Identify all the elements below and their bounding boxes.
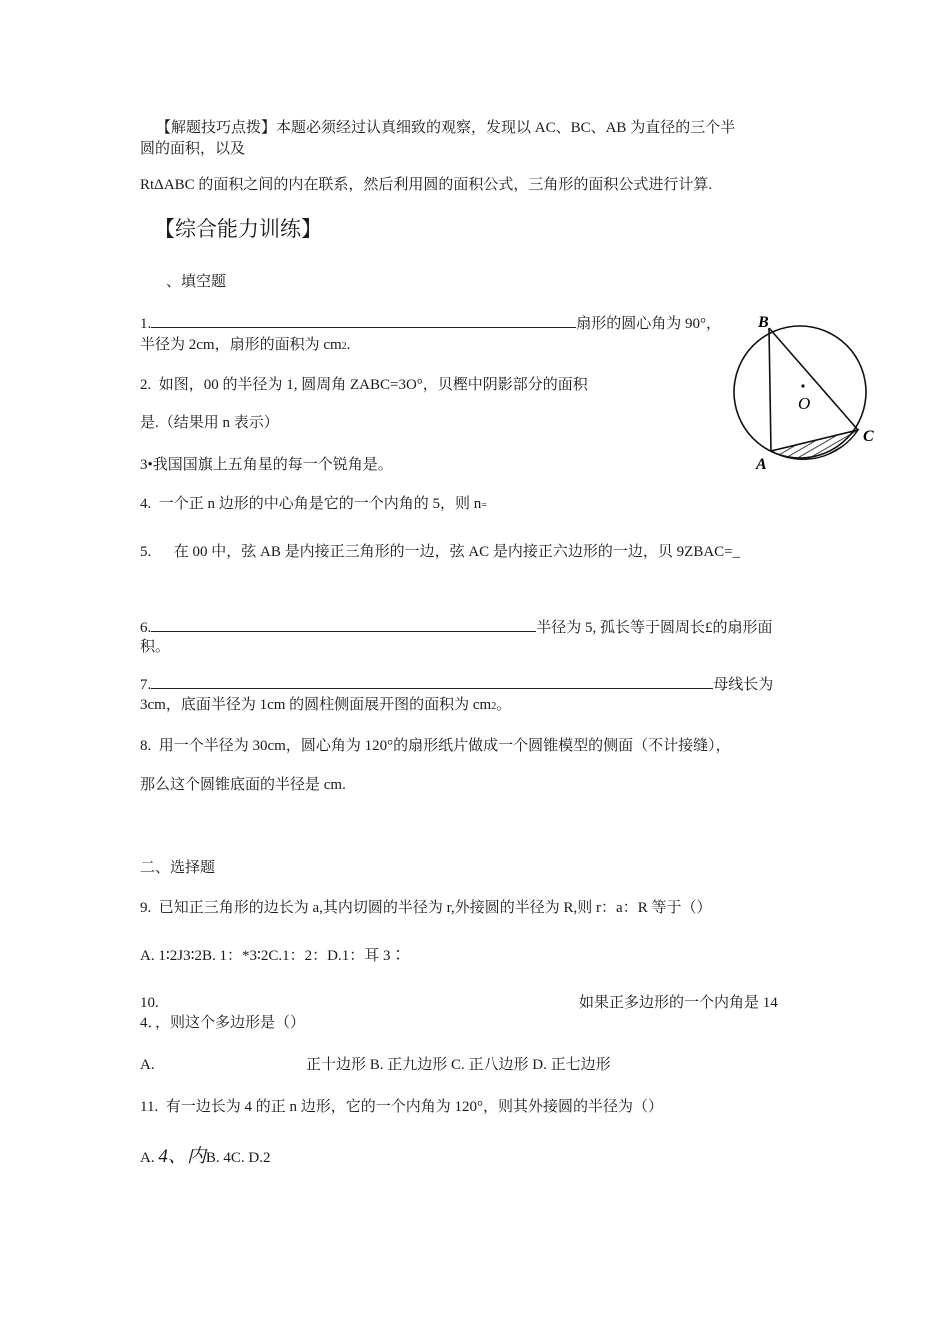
question-11-option-a-value: 4、 [158, 1146, 187, 1167]
chord-ab [769, 328, 771, 451]
question-6-line-2: 积。 [140, 639, 171, 655]
tip-line-1: 【解题技巧点拨】本题必须经过认真细致的观察，发现以 AC、BC、AB 为直径的三个半 [156, 120, 736, 136]
question-9-options: A. 1∶2J3∶2B. 1：*3∶2C.1：2：D.1：耳 3∶ [140, 948, 406, 964]
question-7-number: 7. [140, 677, 152, 693]
unit-superscript: 2 [491, 701, 497, 712]
fill-heading: 、填空题 [166, 274, 227, 290]
question-8-line-2: 那么这个圆锥底面的半径是 cm. [140, 777, 346, 793]
question-1-end: . [346, 337, 351, 353]
question-1-text-a: 扇形的圆心角为 90°， [576, 316, 721, 332]
question-1-line-1 [140, 313, 721, 334]
answer-blank [151, 313, 576, 328]
circle-outline [734, 326, 866, 458]
section-title: 【综合能力训练】 [154, 217, 322, 241]
tip-line-2: 圆的面积，以及 [140, 141, 246, 157]
label-a: A [756, 456, 767, 473]
label-o: O [798, 394, 811, 413]
question-7-text-a: 母线长为 [713, 677, 774, 693]
question-6-number: 6. [140, 620, 152, 636]
question-10-text-b: 4．，则这个多边形是（） [140, 1015, 306, 1031]
question-11: 11. 有一边长为 4 的正 n 边形，它的一个内角为 120°，则其外接圆的半径为（） [140, 1099, 663, 1115]
question-11-option-a-label: A. [140, 1150, 159, 1166]
question-2-line-1: 2. 如图，00 的半径为 1, 圆周角 ZABC=3O°，贝樫中阴影部分的面积 [140, 377, 588, 393]
question-11-options [140, 1147, 270, 1168]
question-1-number: 1. [140, 316, 152, 332]
question-7-line-2 [140, 695, 511, 717]
answer-blank [151, 617, 536, 632]
question-10-number: 10. [140, 995, 159, 1011]
question-4-text: 4. 一个正 n 边形的中心角是它的一个内角的 5，则 n [140, 496, 482, 512]
question-5: 5. 在 00 中，弦 AB 是内接正三角形的一边，弦 AC 是内接正六边形的一边，贝 9ZBAC=_ [140, 544, 741, 560]
question-1-line-2 [140, 335, 350, 357]
label-c: C [863, 428, 874, 445]
question-1-text-b: 半径为 2cm，扇形的面积为 cm [140, 337, 342, 353]
question-6-line-1 [140, 617, 773, 638]
label-b: B [758, 314, 769, 331]
question-9: 9. 已知正三角形的边长为 a,其内切圆的半径为 r,外接圆的半径为 R,则 r：a：R 等于（） [140, 900, 712, 916]
question-7-text-b: 3cm，底面半径为 1cm 的圆柱侧面展开图的面积为 cm [140, 697, 492, 713]
tip-line-3: RtΔABC 的面积之间的内在联系，然后利用圆的面积公式，三角形的面积公式进行计算. [140, 177, 713, 193]
question-10-option-a-label: A. [140, 1057, 155, 1073]
question-11-option-a-glyph: 内 [186, 1146, 206, 1167]
question-11-other-options: B. 4C. D.2 [205, 1150, 271, 1166]
choice-heading: 二、选择题 [140, 860, 216, 876]
question-6-text-a: 半径为 5, 孤长等于圆周长£的扇形面 [536, 620, 773, 636]
circle-figure [724, 306, 884, 476]
question-4 [140, 494, 487, 516]
shaded-segment [771, 430, 858, 459]
question-7-end: 。 [496, 697, 512, 713]
question-10-options: 正十边形 B. 正九边形 C. 正八边形 D. 正七边形 [306, 1057, 611, 1073]
question-3: 3•我国国旗上五角星的每一个锐角是。 [140, 457, 393, 473]
question-7-line-1 [140, 674, 773, 695]
answer-blank [151, 674, 713, 689]
unit-superscript: 2 [341, 341, 347, 352]
question-2-line-2: 是.（结果用 n 表示） [140, 415, 279, 431]
question-4-tail: = [481, 500, 487, 511]
question-10-text-a: 如果正多边形的一个内角是 14 [579, 995, 778, 1011]
center-point [801, 384, 804, 387]
question-8-line-1: 8. 用一个半径为 30cm，圆心角为 120°的扇形纸片做成一个圆锥模型的侧面（不计接缝）， [140, 738, 731, 754]
